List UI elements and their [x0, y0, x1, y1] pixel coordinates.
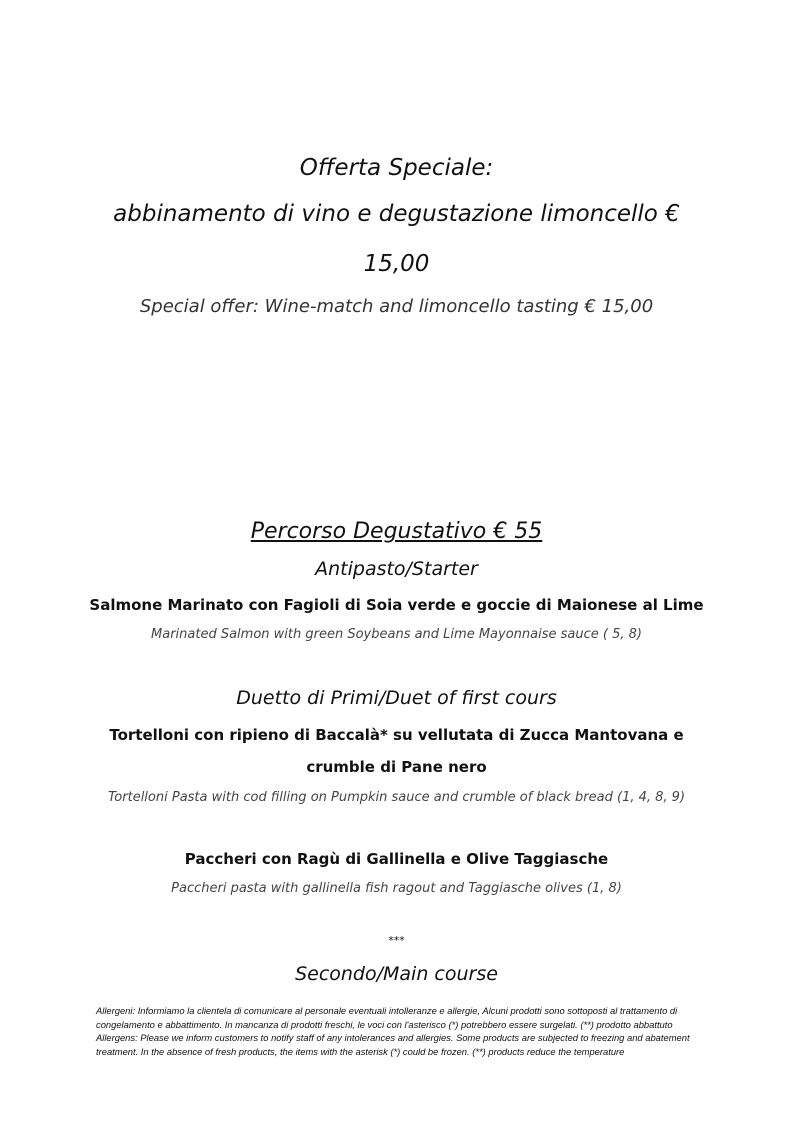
- footer-line: Allergeni: Informiamo la clientela di comunicare al personale eventuali intolleranze e allergie, Alcuni prodotti sono sottoposti al trattamento di: [96, 1005, 678, 1016]
- first-dish-1-english: Tortelloni Pasta with cod filling on Pumpkin sauce and crumble of black bread (1, 4, 8, 9): [107, 790, 686, 805]
- starter-dish: Salmone Marinato con Fagioli di Soia verde e goccie di Maionese al Lime: [89, 596, 704, 614]
- separator: ***: [388, 934, 405, 947]
- offer-price: 15,00: [363, 251, 430, 277]
- menu-heading: Percorso Degustativo € 55: [250, 519, 543, 544]
- starter-dish-english: Marinated Salmon with green Soybeans and Lime Mayonnaise sauce ( 5, 8): [151, 627, 642, 642]
- footer-line: treatment. In the absence of fresh products, the items with the asterisk (*) could be frozen. (**) products reduce the temperature: [96, 1045, 625, 1057]
- first-dish-1: Tortelloni con ripieno di Baccalà* su vellutata di Zucca Mantovana e: [109, 726, 684, 744]
- footer-line: congelamento e abbattimento. In mancanza di prodotti freschi, le voci con l'asterisco (*) potrebbero essere surgelati. (**) prodotto abbattuto: [96, 1018, 673, 1030]
- offer-title: Offerta Speciale:: [299, 155, 494, 181]
- footer-line: Allergens: Please we inform customers to notify staff of any intolerances and allergies. Some products are subjected to freezing and abatement: [96, 1032, 690, 1043]
- first-dish-2: Paccheri con Ragù di Gallinella e Olive Taggiasche: [184, 850, 609, 868]
- first-dish-1-cont: crumble di Pane nero: [306, 758, 487, 776]
- section-first-courses: Duetto di Primi/Duet of first cours: [236, 687, 557, 709]
- offer-subtitle-english: Special offer: Wine-match and limoncello tasting € 15,00: [139, 296, 654, 317]
- first-dish-2-english: Paccheri pasta with gallinella fish ragout and Taggiasche olives (1, 8): [171, 881, 622, 896]
- section-starter: Antipasto/Starter: [315, 558, 478, 580]
- allergen-footer: [96, 1004, 726, 1058]
- section-main-course: Secondo/Main course: [295, 963, 498, 985]
- offer-description: abbinamento di vino e degustazione limoncello €: [113, 201, 680, 227]
